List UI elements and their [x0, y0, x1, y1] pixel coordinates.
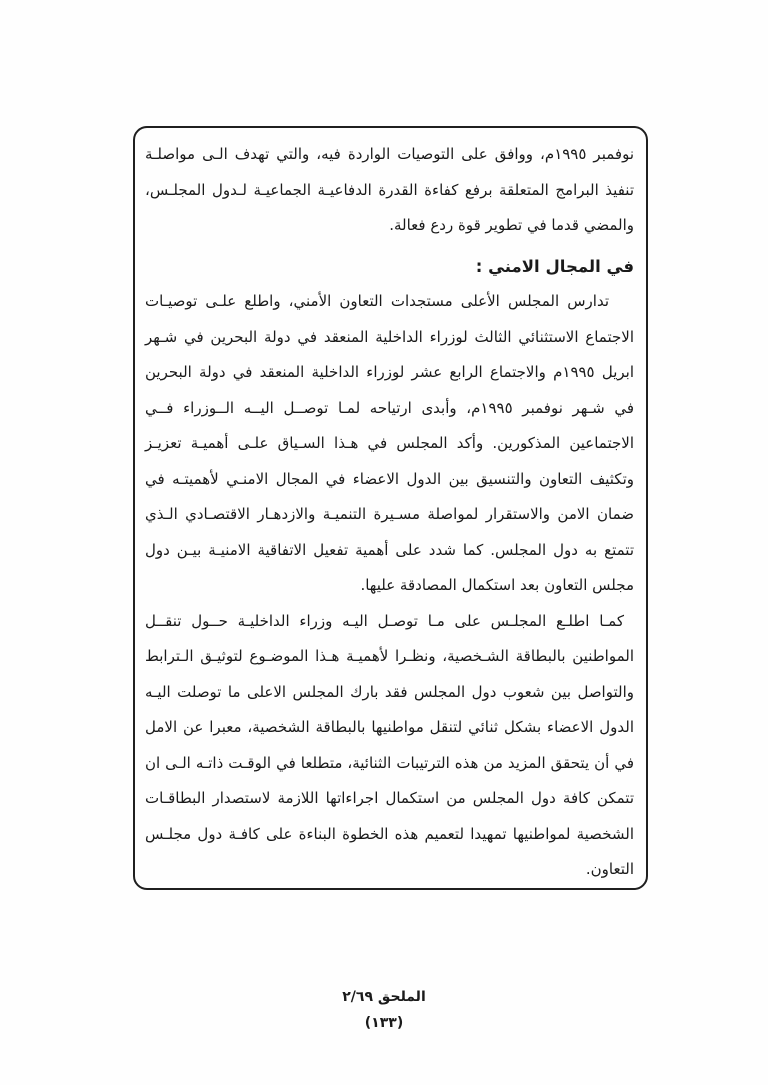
page-footer: [0, 988, 768, 1032]
text-line: الشخصية لمواطنيها تمهيدا لتعميم هذه الخطوة البناءة على كافـة دول مجلـس: [145, 824, 634, 843]
text-line: والمضي قدما في تطوير قوة ردع فعالة.: [389, 216, 634, 234]
text-line: ضمان الامن والاستقرار لمواصلة مسـيرة التنميـة والازدهـار الاقتصـادي الـذي: [145, 505, 634, 523]
text-line: نوفمبر ١٩٩٥م، ووافق على التوصيات الواردة فيه، والتي تهدف الـى مواصلـة: [145, 145, 634, 163]
text-line: الدول الاعضاء بشكل ثنائي لتنقل مواطنيها بالبطاقة الشخصية، معبرا عن الامل: [145, 718, 634, 736]
text-line: والتواصل بين شعوب دول المجلس فقد بارك المجلس الاعلى ما توصلت اليـه: [145, 682, 634, 701]
text-line: تنفيذ البرامج المتعلقة برفع كفاءة القدرة الدفاعيـة الجماعيـة لـدول المجلـس،: [145, 180, 634, 199]
annex-label: الملحق ٢/٦٩: [342, 989, 426, 1005]
text-line: التعاون.: [585, 860, 634, 878]
text-line: تدارس المجلس الأعلى مستجدات التعاون الأمني، واطلع علـى توصيـات: [145, 292, 609, 310]
text-line: الاجتماع الاستثنائي الثالث لوزراء الداخلية المنعقد في دولة البحرين في شـهر: [145, 327, 634, 346]
text-line: المواطنين بالبطاقة الشـخصية، ونظـرا لأهميـة هـذا الموضـوع لتوثيـق الـترابط: [145, 647, 634, 665]
text-line: وتكثيف التعاون والتنسيق بين الدول الاعضاء في المجال الامنـي لأهميتـه في: [145, 469, 634, 488]
text-line: تتمتع به دول المجلس. كما شدد على أهمية تفعيل الاتفاقية الامنيـة بيـن دول: [145, 540, 634, 559]
page-number: (١٣٣): [364, 1015, 404, 1031]
text-line: ابريل ١٩٩٥م والاجتماع الرابع عشر لوزراء الداخلية المنعقد في دولة البحرين: [145, 363, 634, 381]
text-line: تتمكن كافة دول المجلس من استكمال اجراءاتها اللازمة لاستصدار البطاقـات: [145, 789, 634, 807]
section-heading-security: في المجال الامني :: [475, 256, 634, 276]
text-line: في أن يتحقق المزيد من هذه الترتيبات الثنائية، متطلعا في الوقـت ذاتـه الـى ان: [145, 753, 634, 772]
text-line: في شـهر نوفمبر ١٩٩٥م، وأبدى ارتياحه لمـا توصــل اليــه الــوزراء فــي: [145, 398, 634, 417]
text-line: الاجتماعين المذكورين. وأكد المجلس في هـذا السـياق علـى أهميـة تعزيـز: [145, 434, 634, 452]
text-frame-box: [133, 126, 648, 890]
text-line: مجلس التعاون بعد استكمال المصادقة عليها.: [360, 576, 634, 594]
text-line: كمـا اطلـع المجلـس على مـا توصـل اليـه وزراء الداخليـة حــول تنقــل: [145, 611, 624, 630]
